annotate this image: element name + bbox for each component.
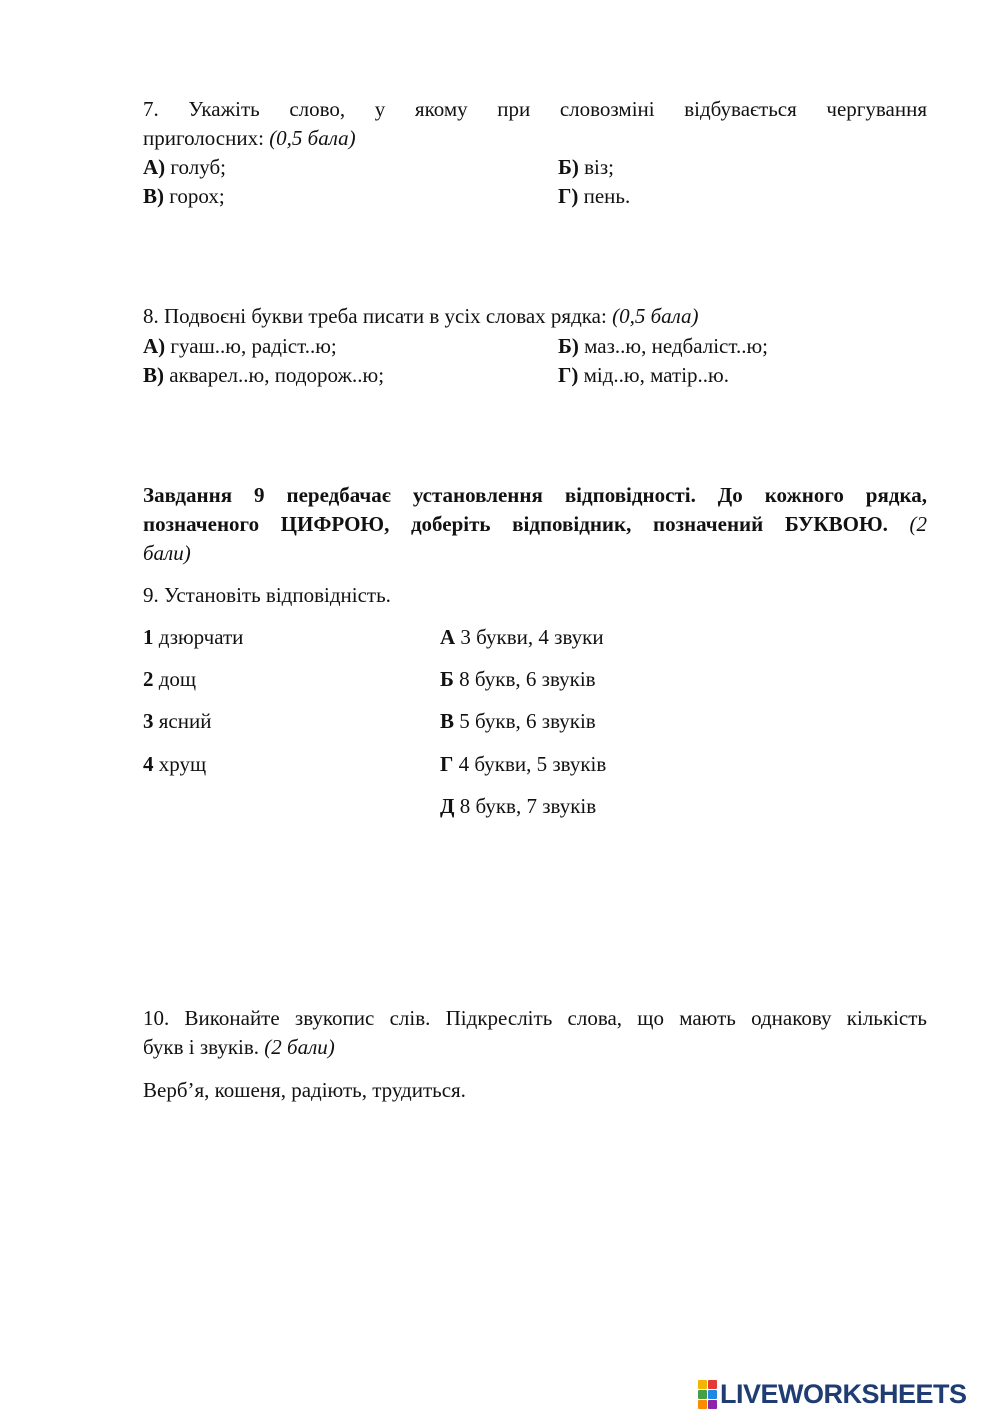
q9-left-item	[143, 707, 211, 736]
task9-intro-line1	[143, 481, 927, 510]
q9-right-item	[440, 623, 604, 652]
item-word: ясний	[153, 709, 212, 733]
q7-option-d	[558, 182, 630, 211]
q8-option-c	[143, 361, 384, 390]
option-text: пень.	[578, 184, 631, 208]
option-letter: В)	[143, 363, 164, 387]
task9-intro-line2-text: позначеного ЦИФРОЮ, доберіть відповідник, позначений БУКВОЮ.	[143, 512, 888, 536]
item-text: 3 букви, 4 звуки	[455, 625, 604, 649]
task9-score-a: (2	[909, 512, 928, 536]
q7-line1: 7. Укажіть слово, у якому при словозміні відбувається чергування	[143, 97, 927, 121]
item-word: дощ	[153, 667, 197, 691]
q10-line1: 10. Виконайте звукопис слів. Підкресліть слова, що мають однакову кількість	[143, 1006, 927, 1030]
item-text: 8 букв, 7 звуків	[454, 794, 597, 818]
task9-score-b: бали)	[143, 541, 191, 565]
item-number: 1	[143, 625, 154, 649]
option-text: мід..ю, матір..ю.	[578, 363, 729, 387]
item-text: 8 букв, 6 звуків	[453, 667, 596, 691]
q9-right-item	[440, 707, 596, 736]
option-letter: Г)	[558, 184, 579, 208]
logo-blocks-icon	[698, 1380, 717, 1409]
q7-option-c	[143, 182, 225, 211]
q8-score: (0,5 бала)	[612, 304, 699, 328]
q7-option-b	[558, 153, 614, 182]
q9-left-item	[143, 665, 196, 694]
option-letter: А)	[143, 155, 166, 179]
option-text: акварел..ю, подорож..ю;	[164, 363, 385, 387]
option-letter: В)	[143, 184, 164, 208]
item-letter: Г	[440, 752, 454, 776]
item-text: 5 букв, 6 звуків	[454, 709, 596, 733]
item-letter: А	[440, 625, 456, 649]
q10-line2-text: букв і звуків.	[143, 1035, 260, 1059]
q7-option-a	[143, 153, 226, 182]
q9-right-item	[440, 750, 606, 779]
q8-line1	[143, 302, 699, 331]
option-letter: Б)	[558, 155, 579, 179]
q9-question: 9. Установіть відповідність.	[143, 583, 391, 607]
item-number: 4	[143, 752, 154, 776]
q8-option-d	[558, 361, 729, 390]
q8-option-b	[558, 332, 768, 361]
q7-line2-text: приголосних:	[143, 126, 264, 150]
q9-left-item	[143, 750, 206, 779]
option-text: гуаш..ю, радіст..ю;	[165, 334, 337, 358]
item-word: хрущ	[153, 752, 207, 776]
option-letter: А)	[143, 334, 166, 358]
option-text: віз;	[578, 155, 615, 179]
option-text: маз..ю, недбаліст..ю;	[578, 334, 769, 358]
item-text: 4 букви, 5 звуків	[453, 752, 607, 776]
task9-intro-line1-text: Завдання 9 передбачає установлення відповідності. До кожного рядка,	[143, 483, 927, 507]
item-number: 2	[143, 667, 154, 691]
q8-line1-text: 8. Подвоєні букви треба писати в усіх словах рядка:	[143, 304, 607, 328]
q7-score: (0,5 бала)	[269, 126, 356, 150]
option-text: горох;	[164, 184, 225, 208]
item-letter: В	[440, 709, 455, 733]
task9-intro-line2	[143, 510, 927, 539]
item-word: дзюрчати	[153, 625, 244, 649]
option-letter: Г)	[558, 363, 579, 387]
item-letter: Д	[440, 794, 455, 818]
task9-intro-line3	[143, 539, 191, 568]
q10-line2	[143, 1033, 335, 1062]
q10-score: (2 бали)	[264, 1035, 335, 1059]
liveworksheets-logo[interactable]	[698, 1378, 967, 1410]
item-number: 3	[143, 709, 154, 733]
option-text: голуб;	[165, 155, 226, 179]
q9-right-item	[440, 792, 596, 821]
logo-text: LIVEWORKSHEETS	[720, 1378, 967, 1409]
q10-words: Верб’я, кошеня, радіють, трудиться.	[143, 1078, 466, 1102]
q8-option-a	[143, 332, 337, 361]
q9-left-item	[143, 623, 243, 652]
option-letter: Б)	[558, 334, 579, 358]
q9-right-item	[440, 665, 596, 694]
item-letter: Б	[440, 667, 454, 691]
q7-line2	[143, 124, 356, 153]
